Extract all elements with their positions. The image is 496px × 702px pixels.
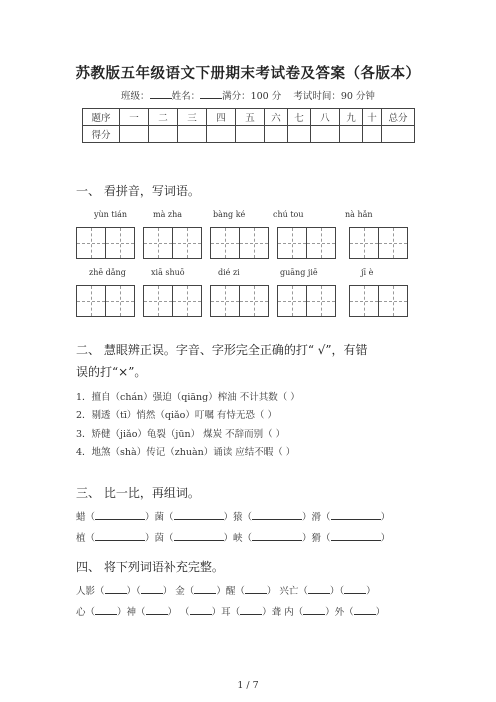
pinyin-label: guāng jiē [280,268,318,277]
class-blank [150,89,172,99]
answer-blank[interactable] [245,584,267,594]
score-cell[interactable] [236,126,265,143]
question-item: 1．擅自（chán）强迫（qiāng）榨油 不计其数（ ） [76,392,300,403]
writing-grid[interactable] [143,227,202,259]
table-cell: 总分 [382,109,415,126]
time-label: 考试时间：90 分钟 [293,91,375,102]
score-cell[interactable] [149,126,178,143]
section-1-heading: 一、 看拼音，写词语。 [76,184,200,198]
pinyin-label: zhē dǎng [89,268,126,277]
exam-info-line [0,88,496,102]
answer-blank[interactable] [95,605,117,615]
page-number: 1 / 7 [237,680,259,691]
table-cell: 二 [149,109,178,126]
pinyin-label: xiā shuō [151,268,185,277]
writing-grid[interactable] [76,227,135,259]
idiom-text: ）（ [126,586,141,597]
score-cell[interactable] [178,126,207,143]
class-label: 班级： [121,91,150,102]
pinyin-label: jī è [361,268,374,277]
table-cell: 一 [120,109,149,126]
table-cell: 十 [363,109,382,126]
answer-blank[interactable] [308,584,330,594]
section-2-heading-line-1: 二、 慧眼辨正误。字音、字形完全正确的打“ √”，有错 [76,343,368,357]
idiom-text: ） （ [167,607,190,618]
pinyin-label: dié zi [218,268,240,277]
answer-blank[interactable] [331,510,381,520]
answer-blank[interactable] [174,531,224,541]
score-label: 满分：100 分 [222,91,282,102]
table-cell: 九 [340,109,363,126]
score-cell[interactable] [382,126,415,143]
char-label: ）菌（ [145,512,174,523]
answer-blank[interactable] [194,584,216,594]
char-label: ）滑（ [302,512,331,523]
score-cell[interactable] [311,126,340,143]
char-label: ）茵（ [145,533,174,544]
idiom-text: 人影（ [76,586,105,597]
idiom-text: ）聋 内（ [262,607,304,618]
table-cell: 四 [207,109,236,126]
answer-blank[interactable] [303,605,325,615]
table-cell: 八 [311,109,340,126]
page-title: 苏教版五年级语文下册期末考试卷及答案（各版本） [75,65,421,82]
writing-grid[interactable] [349,285,408,317]
char-label: 植（ [76,533,96,544]
char-label: ）猿（ [223,512,253,523]
answer-blank[interactable] [354,605,376,615]
table-cell: 题序 [83,109,120,126]
score-cell[interactable] [288,126,311,143]
pinyin-label: bàng ké [213,210,246,219]
name-label: 姓名： [171,91,201,102]
pinyin-label: nà hǎn [345,210,373,219]
answer-blank[interactable] [240,605,262,615]
question-item: 4．地煞（shà）传记（zhuàn）诵读 应结不暇（ ） [76,447,296,458]
char-label: ） [380,533,391,544]
score-cell[interactable] [340,126,363,143]
idiom-text: ）外（ [325,607,354,618]
idiom-text: ） 金（ [162,586,195,597]
answer-blank[interactable] [190,605,212,615]
answer-blank[interactable] [105,584,127,594]
section-4-heading: 四、 将下列词语补充完整。 [76,560,224,574]
table-cell: 五 [236,109,265,126]
pinyin-label: mà zha [153,210,183,219]
answer-blank[interactable] [95,531,145,541]
answer-blank[interactable] [174,510,224,520]
pinyin-label: chú tou [273,210,304,219]
score-cell[interactable] [120,126,149,143]
score-cell[interactable] [265,126,288,143]
char-label: ）猾（ [302,533,331,544]
writing-grid[interactable] [76,285,135,317]
writing-grid[interactable] [210,285,269,317]
answer-blank[interactable] [331,531,381,541]
compare-row [76,509,390,523]
score-cell[interactable] [363,126,382,143]
idiom-row [76,604,385,618]
writing-grid[interactable] [143,285,202,317]
score-cell[interactable] [207,126,236,143]
char-label: ） [380,512,391,523]
section-2-heading [76,339,421,383]
idiom-text: ） [375,607,386,618]
question-item: 2．剔透（tī）悄然（qiǎo）叮嘱 有恃无恐（ ） [76,410,277,421]
writing-grid[interactable] [349,227,408,259]
idiom-text: ）神（ [117,607,146,618]
answer-blank[interactable] [252,510,302,520]
writing-grid[interactable] [277,227,336,259]
question-item: 3．矫健（jiǎo）龟裂（jūn） 煤炭 不辞而别（ ） [76,429,286,440]
table-cell: 七 [288,109,311,126]
char-label: 蜡（ [76,512,96,523]
table-cell: 三 [178,109,207,126]
table-cell: 六 [265,109,288,126]
idiom-text: ） [366,586,376,597]
score-table-header-row [83,109,415,126]
answer-blank[interactable] [146,605,168,615]
idiom-text: ）醒（ [216,586,245,597]
answer-blank[interactable] [141,584,163,594]
pinyin-label: yùn tián [94,210,128,219]
idiom-row [76,583,376,597]
compare-row [76,530,390,544]
score-table-score-row [83,126,415,143]
idiom-text: ）耳（ [211,607,241,618]
writing-grid[interactable] [277,285,336,317]
score-table [82,108,415,143]
answer-blank[interactable] [95,510,145,520]
idiom-text: 心（ [76,607,96,618]
section-3-heading: 三、 比一比，再组词。 [76,486,200,500]
answer-blank[interactable] [252,531,302,541]
idiom-text: ） 兴亡（ [266,586,308,597]
table-cell: 得分 [83,126,120,143]
char-label: ）峡（ [223,533,253,544]
name-blank [200,89,222,99]
answer-blank[interactable] [344,584,366,594]
idiom-text: ）（ [329,586,345,597]
writing-grid[interactable] [210,227,269,259]
section-2-heading-line-2: 误的打“×”。 [76,365,147,379]
